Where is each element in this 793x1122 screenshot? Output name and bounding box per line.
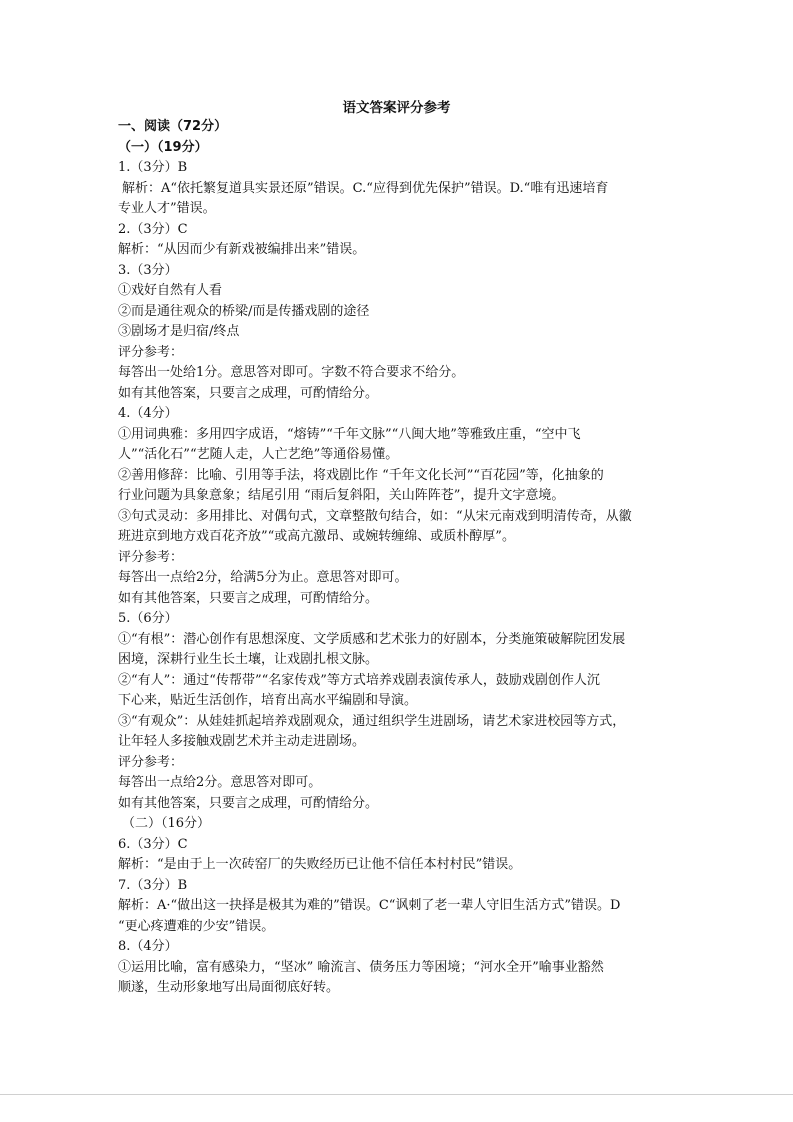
text-line: 每答出一点给2分，给满5分为止。意思答对即可。	[118, 570, 408, 585]
text-line: 顺遂，生动形象地写出局面彻底好转。	[118, 980, 340, 995]
text-line: ③句式灵动：多用排比、对偶句式，文章整散句结合，如：“从宋元南戏到明清传奇，从徽	[118, 508, 632, 524]
text-line: 让年轻人多接触戏剧艺术并主动走进剧场。	[118, 734, 366, 749]
text-line: 4.（4分）	[118, 406, 178, 421]
text-line: 如有其他答案，只要言之成理，可酌情给分。	[118, 795, 379, 811]
text-line: 行业问题为具象意象；结尾引用 “雨后复斜阳，关山阵阵苍”，提升文字意境。	[118, 488, 565, 503]
text-line: ②善用修辞：比喻、引用等手法，将戏剧比作 “千年文化长河”“百花园”等，化抽象的	[118, 467, 604, 483]
text-line: ③“有观众”：从娃娃抓起培养戏剧观众，通过组织学生进剧场，请艺术家进校园等方式，	[118, 713, 626, 729]
text-line: 6.（3分）C	[118, 836, 188, 852]
text-line: 解析：“是由于上一次砖窑厂的失败经历已让他不信任本村村民”错误。	[118, 857, 522, 872]
text-line: 2.（3分）C	[118, 221, 188, 237]
text-line: 下心来，贴近生活创作，培育出高水平编剧和导演。	[118, 693, 418, 708]
text-line: 评分参考：	[118, 344, 184, 360]
section-heading: （一）（19分）	[118, 139, 208, 155]
text-line: 人”“活化石”“艺随人走，人亡艺绝”等通俗易懂。	[118, 447, 399, 462]
text-line: ③剧场才是归宿/终点	[118, 324, 240, 339]
text-line: ②“有人”：通过“传帮带”“名家传戏”等方式培养戏剧表演传承人，鼓励戏剧创作人沉	[118, 672, 600, 688]
text-line: （二）（16分）	[122, 816, 211, 831]
text-line: 1.（3分）B	[118, 160, 188, 175]
text-line: 专业人才”错误。	[118, 201, 216, 216]
text-line: ①戏好自然有人看	[118, 283, 223, 298]
text-line: ①运用比喻，富有感染力，“坚冰” 喻流言、债务压力等困境；“河水全开”喻事业豁然	[118, 959, 604, 975]
text-line: 解析：“从因而少有新戏被编排出来”错误。	[118, 242, 366, 257]
text-line: ②而是通往观众的桥梁/而是传播戏剧的途径	[118, 303, 370, 319]
page-bottom-divider	[0, 1094, 793, 1095]
section-heading: 一、阅读（72分）	[118, 119, 228, 134]
text-line: 3.（3分）	[118, 262, 178, 278]
text-line: 解析：A“依托繁复道具实景还原”错误。C.“应得到优先保护”错误。D.“唯有迅速培育	[122, 180, 609, 196]
text-line: ①“有根”：潜心创作有思想深度、文学质感和艺术张力的好剧本，分类施策破解院团发展	[118, 631, 626, 647]
text-line: 如有其他答案，只要言之成理，可酌情给分。	[118, 590, 379, 606]
answer-body	[118, 117, 678, 999]
text-line: 班进京到地方戏百花齐放”“或高亢激昂、或婉转缠绵、或质朴醇厚”。	[118, 529, 515, 544]
text-line: 每答出一处给1分。意思答对即可。字数不符合要求不给分。	[118, 365, 465, 380]
text-line: 8.（4分）	[118, 939, 178, 954]
text-line: 评分参考：	[118, 549, 184, 565]
text-line: “更心疼遭难的少安”错误。	[118, 918, 275, 934]
text-line: 解析：A·“做出这一抉择是极其为难的”错误。C“讽刺了老一辈人守旧生活方式”错误。D	[118, 898, 621, 913]
text-line: 困境，深耕行业生长土壤，让戏剧扎根文脉。	[118, 652, 379, 667]
text-line: 5.（6分）	[118, 611, 178, 626]
text-line: 每答出一点给2分。意思答对即可。	[118, 775, 322, 790]
text-line: 如有其他答案，只要言之成理，可酌情给分。	[118, 385, 379, 401]
text-line: 评分参考：	[118, 754, 184, 770]
document-title: 语文答案评分参考	[342, 100, 451, 116]
text-line: 7.（3分）B	[118, 877, 188, 893]
text-line: ①用词典雅：多用四字成语，“熔铸”“千年文脉”“八闽大地”等雅致庄重，“空中飞	[118, 426, 581, 442]
